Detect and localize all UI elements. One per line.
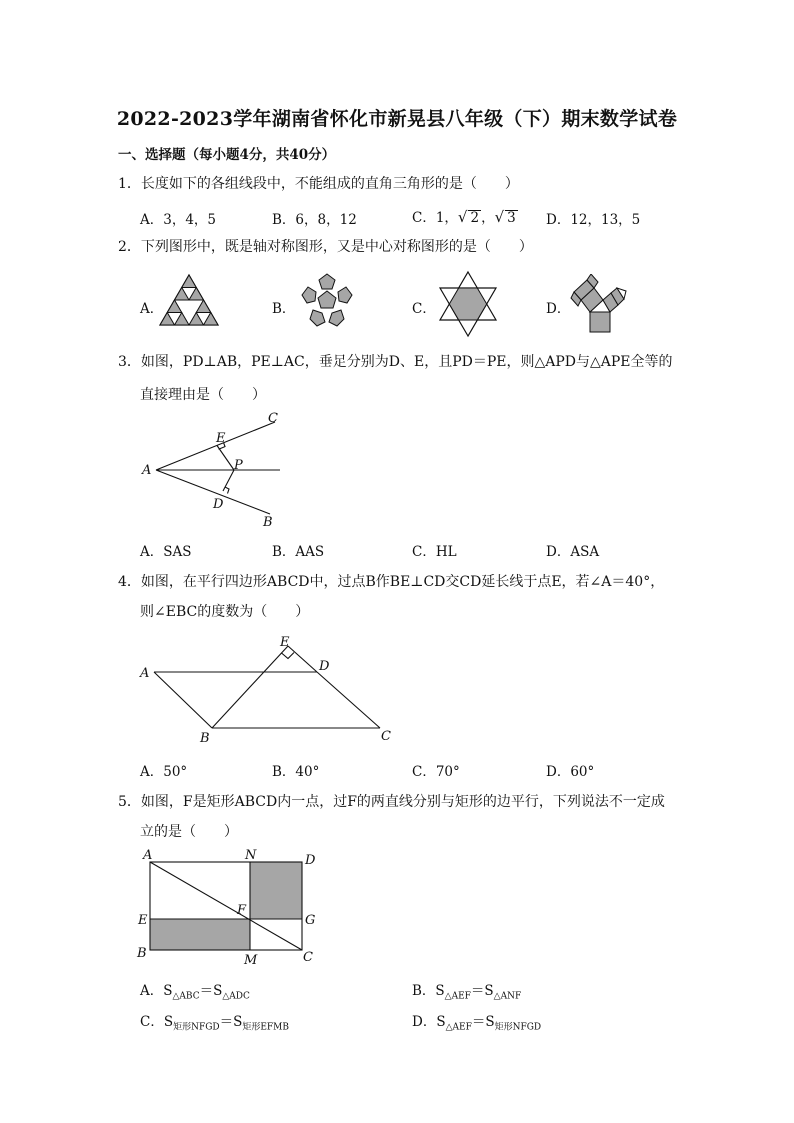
q5-option-d (412, 1010, 541, 1033)
q4-label-a: A (140, 666, 150, 681)
q1-option-c (412, 206, 518, 226)
q5-d-mid: ＝S (471, 1014, 495, 1030)
q2-option-d: D． (546, 301, 571, 317)
q3-label-p: P (234, 458, 243, 473)
q3-option-a: A．SAS (140, 544, 192, 560)
q5-label-n: N (245, 848, 257, 863)
q5-d-prefix: D．S (412, 1014, 446, 1030)
question-4-stem-line1: 4．如图，在平行四边形ABCD中，过点B作BE⊥CD交CD延长线于点E，若∠A＝40°， (118, 574, 665, 590)
q5-label-b: B (137, 946, 147, 961)
question-3-stem-line1: 3．如图，PD⊥AB，PE⊥AC，垂足分别为D、E，且PD＝PE，则△APD与△APE全等的 (118, 354, 673, 370)
question-3-stem-line2: 直接理由是（ ） (140, 387, 266, 403)
q5-label-g: G (305, 913, 316, 928)
section-heading: 一、选择题（每小题4分，共40分） (118, 147, 336, 163)
q5-label-a: A (143, 848, 153, 863)
q5-a-mid: ＝S (199, 983, 223, 999)
q4-option-a: A．50° (140, 764, 188, 780)
q3-label-d: D (213, 497, 224, 512)
q1-c-sep: ， (481, 210, 495, 226)
q5-a-prefix: A．S (140, 983, 173, 999)
question-4-stem-line2: 则∠EBC的度数为（ ） (140, 604, 310, 620)
q4-option-c: C．70° (412, 764, 460, 780)
q4-option-d: D．60° (546, 764, 595, 780)
q1-option-d: D．12，13，5 (546, 212, 641, 228)
q5-d-sub2: 矩形NFGD (494, 1022, 542, 1033)
pentagon-flower-figure (296, 272, 358, 332)
q2-option-b: B． (272, 301, 296, 317)
q1-c-radicand-1: 2 (470, 210, 480, 226)
q5-c-mid: ＝S (219, 1014, 243, 1030)
q5-b-prefix: B．S (412, 983, 445, 999)
pythagoras-tree-figure (568, 274, 630, 334)
q3-option-d: D．ASA (546, 544, 600, 560)
q5-option-c (140, 1010, 289, 1033)
sqrt-icon: √ (457, 208, 468, 226)
q3-angle-bisector-figure (130, 408, 300, 532)
q4-label-c: C (381, 729, 391, 744)
q3-option-c: C．HL (412, 544, 457, 560)
sqrt-icon: √ (494, 208, 505, 226)
q5-c-sub1: 矩形NFGD (173, 1022, 220, 1033)
q4-label-e: E (280, 635, 290, 650)
question-5-stem-line2: 立的是（ ） (140, 824, 238, 840)
q1-option-b: B．6，8，12 (272, 212, 357, 228)
page-title: 2022-2023学年湖南省怀化市新晃县八年级（下）期末数学试卷 (116, 108, 678, 130)
q5-label-c: C (303, 950, 313, 965)
hexagram-star-figure (436, 270, 500, 338)
q5-option-b (412, 979, 521, 1002)
q3-label-e: E (216, 431, 226, 446)
q2-option-a: A． (140, 301, 164, 317)
q4-parallelogram-figure (130, 630, 400, 748)
q5-d-sub1: △AEF (445, 1022, 472, 1033)
q1-c-radicand-2: 3 (507, 210, 516, 226)
question-1-stem: 1．长度如下的各组线段中，不能组成的直角三角形的是（ ） (118, 176, 519, 192)
q4-label-b: B (200, 731, 210, 746)
q2-option-c: C． (412, 301, 436, 317)
q5-b-mid: ＝S (470, 983, 494, 999)
q5-a-sub1: △ABC (172, 991, 200, 1002)
q5-label-m: M (244, 953, 258, 968)
q4-option-b: B．40° (272, 764, 320, 780)
q5-label-f: F (237, 903, 247, 918)
q5-c-sub2: 矩形EFMB (242, 1022, 290, 1033)
question-5-stem-line1: 5．如图，F是矩形ABCD内一点，过F的两直线分别与矩形的边平行，下列说法不一定成 (118, 794, 665, 810)
q5-a-sub2: △ADC (222, 991, 250, 1002)
q5-label-d: D (305, 853, 316, 868)
q5-option-a (140, 979, 250, 1002)
q3-label-c: C (268, 411, 278, 426)
q5-b-sub1: △AEF (444, 991, 471, 1002)
q1-option-c-prefix: C．1， (412, 210, 458, 226)
q5-rectangle-figure (130, 844, 330, 968)
question-2-stem: 2．下列图形中，既是轴对称图形，又是中心对称图形的是（ ） (118, 239, 533, 255)
q3-label-b: B (263, 515, 273, 530)
q5-b-sub2: △ANF (493, 991, 522, 1002)
q5-label-e: E (138, 913, 148, 928)
q1-option-a: A．3，4，5 (140, 212, 217, 228)
q3-label-a: A (142, 463, 152, 478)
sierpinski-triangle-figure (158, 273, 220, 329)
q3-option-b: B．AAS (272, 544, 325, 560)
q4-label-d: D (319, 659, 330, 674)
q5-c-prefix: C．S (140, 1014, 174, 1030)
